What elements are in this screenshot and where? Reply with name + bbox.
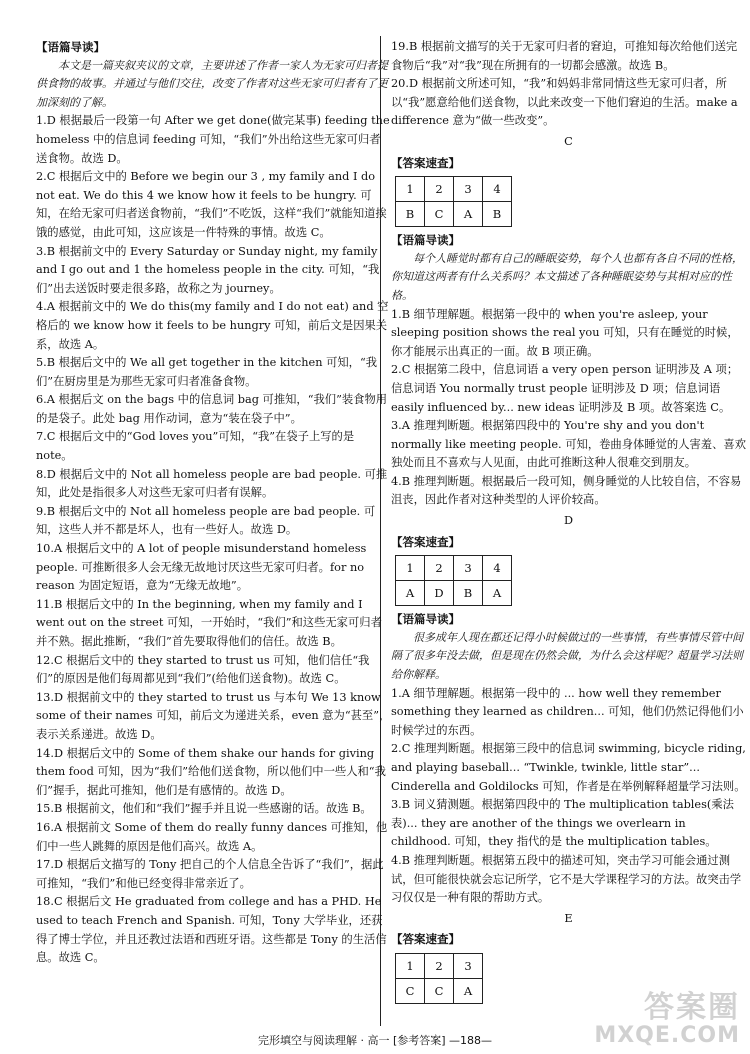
answer-item: 4.B 推理判断题。根据最后一段可知，侧身睡觉的人比较自信，不容易沮丧，因此作者对这种类型的人评价较高。 <box>391 474 742 507</box>
left-answers <box>36 112 391 967</box>
section-letter-e: E <box>564 911 573 925</box>
answer-key-table-c <box>395 176 512 227</box>
answer-item: 5.B 根据后文中的 We all get together in the kitchen 可知，“我们”在厨房里是为那些无家可归者准备食物。 <box>36 356 378 388</box>
key-number: 3 <box>454 953 483 978</box>
answer-item: 7.C 根据后文中的“God loves you”可知，“我”在袋子上写的是 note。 <box>36 430 355 463</box>
section-letter-d: D <box>563 514 574 528</box>
answer-item: 13.D 根据前文中的 they started to trust us 与本句 We 13 know some of their names 可知，前后文为递进关系，even 意为“甚至”，表示关系递进。故选 D。 <box>36 690 391 741</box>
key-answer: B <box>454 581 483 606</box>
key-number: 1 <box>396 556 425 581</box>
key-number: 4 <box>483 556 512 581</box>
guide-heading: 【语篇导读】 <box>391 612 460 627</box>
answer-item: 15.B 根据前文，他们和“我们”握手并且说一些感谢的话。故选 B。 <box>36 802 372 816</box>
answer-item: 3.B 根据前文中的 Every Saturday or Sunday night, my family and I go out and 1 the homeless people in the city. 可知，“我们”出去送饭时要走很多路，故称之为 journey。 <box>36 244 380 295</box>
page-footer: 完形填空与阅读理解 · 高一 [参考答案] —188— <box>257 1034 493 1047</box>
answer-key-table-d <box>395 555 512 606</box>
answer-item: 17.D 根据后文描写的 Tony 把自己的个人信息全告诉了“我们”，据此可推知，“我们”和他已经变得非常亲近了。 <box>36 858 384 890</box>
answer-item: 2.C 根据后文中的 Before we begin our 3 , my family and I do not eat. We do this 4 we know how it feels to be hungry. 可知，在给无家可归者送食物前，“我们”不吃饭，这样“我们”就能知道挨饿的感觉，由此可知，这应该是一件特殊的事情。故选 C。 <box>36 170 387 239</box>
key-answer: A <box>483 581 512 606</box>
guide-text: 每个人睡觉时都有自己的睡眠姿势，每个人也都有各自不同的性格，你知道这两者有什么关系吗？本文描述了各种睡眠姿势与其相对应的性格。 <box>391 251 743 302</box>
key-number: 3 <box>454 556 483 581</box>
key-answer: D <box>425 581 454 606</box>
answer-item: 12.C 根据后文中的 they started to trust us 可知，他们信任“我们”的原因是他们每周都见到“我们”(给他们送食物)。故选 C。 <box>36 653 370 686</box>
guide-text: 很多成年人现在都还记得小时候做过的一些事情，有些事情尽管中间隔了很多年没去做，但是现在仍然会做，为什么会这样呢？超量学习法则给你解释。 <box>391 630 743 682</box>
guide-heading: 【语篇导读】 <box>36 40 105 54</box>
key-number: 2 <box>425 177 454 202</box>
answer-item: 2.C 推理判断题。根据第三段中的信息词 swimming, bicycle riding, and playing baseball... “Twinkle, twinkle, little star”... Cinderella and Goldilocks 可知，作者是在举例解释超量学习法则。 <box>391 742 746 793</box>
answer-item: 1.B 细节理解题。根据第一段中的 when you're asleep, your sleeping position shows the real you 可知，只有在睡觉的时候，你才能展示出真正的一面。故 B 项正确。 <box>391 307 739 358</box>
answer-item: 9.B 根据后文中的 Not all homeless people are bad people. 可知，这些人并不都是坏人，也有一些好人。故选 D。 <box>36 504 376 537</box>
answer-item: 19.B 根据前文描写的关于无家可归者的窘迫，可推知每次给他们送完食物后“我”对“我”现在所拥有的一切都会感激。故选 B。 <box>391 40 738 72</box>
watermark-line2: MXQE.COM <box>594 1023 740 1048</box>
answer-item: 16.A 根据前文 Some of them do really funny dances 可推知，他们中一些人跳舞的原因是他们高兴。故选 A。 <box>36 820 388 853</box>
answer-key-table-e <box>395 953 483 1004</box>
answer-item: 4.B 推理判断题。根据第五段中的描述可知，突击学习可能会通过测试，但可能很快就会忘记所学，它不是大学课程学习的方法。故突击学习仅仅是一种有限的帮助方式。 <box>391 853 742 905</box>
key-answer: A <box>396 581 425 606</box>
answer-item: 8.D 根据后文中的 Not all homeless people are bad people. 可推知，此处是指很多人对这些无家可归者有误解。 <box>36 467 388 500</box>
key-answer: B <box>483 202 512 227</box>
answer-item: 3.A 推理判断题。根据第四段中的 You're shy and you don't normally like meeting people. 可知，卷曲身体睡觉的人害羞、喜欢独处而且不喜欢与人见面，由此可推断这种人很难交到朋友。 <box>391 419 746 470</box>
guide-heading: 【语篇导读】 <box>391 233 460 248</box>
answer-item: 2.C 根据第二段中，信息词语 a very open person 证明涉及 A 项；信息词语 You normally trust people 证明涉及 D 项；信息词语 easily influenced by... new ideas 证明涉及 B 项。故答案选 C。 <box>391 363 739 414</box>
key-answer: A <box>454 978 483 1003</box>
answer-item: 6.A 根据后文 on the bags 中的信息词 bag 可推知，“我们”装食物用的是袋子。此处 bag 用作动词，意为“装在袋子中”。 <box>36 393 388 425</box>
guide-text: 本文是一篇夹叙夹议的文章，主要讲述了作者一家人为无家可归者提供食物的故事。并通过与他们交往，改变了作者对这些无家可归者有了更加深刻的了解。 <box>36 58 388 109</box>
key-number: 3 <box>454 177 483 202</box>
answer-item: 11.B 根据后文中的 In the beginning, when my family and I went out on the street 可知，一开始时，“我们”和这些无家可归者并不熟。据此推断，“我们”首先要取得他们的信任。故选 B。 <box>36 597 382 648</box>
section-letter-c: C <box>564 134 573 148</box>
key-answer: C <box>425 978 454 1003</box>
key-number: 1 <box>396 953 425 978</box>
left-column <box>36 38 391 968</box>
answer-item: 14.D 根据后文中的 Some of them shake our hands for giving them food 可知，因为“我们”给他们送食物，所以他们中一些人和“我们”握手，据此可推知，他们是有感情的。故选 D。 <box>36 746 386 797</box>
watermark-logo <box>594 990 740 1050</box>
key-answer: C <box>396 978 425 1003</box>
key-number: 2 <box>425 953 454 978</box>
right-column <box>391 38 746 1008</box>
answer-item: 18.C 根据后文 He graduated from college and has a PHD. He used to teach French and Spanish. 可知，Tony 大学毕业，还获得了博士学位，并且还教过法语和西班牙语。这些都是 Tony 的生活信息。故选 C。 <box>36 895 387 965</box>
answer-key-heading: 【答案速查】 <box>391 155 460 170</box>
key-number: 2 <box>425 556 454 581</box>
key-number: 4 <box>483 177 512 202</box>
answer-key-heading: 【答案速查】 <box>391 932 460 947</box>
answer-item: 4.A 根据前文中的 We do this(my family and I do not eat) and 空格后的 we know how it feels to be hungry 可知，前后文是因果关系，故选 A。 <box>36 300 389 351</box>
watermark-line1: 答案圈 <box>644 990 740 1025</box>
answer-item: 20.D 根据前文所述可知，“我”和妈妈非常同情这些无家可归者，所以“我”愿意给他们送食物，以此来改变一下他们窘迫的生活。make a difference 意为“做一些改变”。 <box>391 77 738 128</box>
key-answer: C <box>425 202 454 227</box>
answer-item: 1.D 根据最后一段第一句 After we get done(做完某事) feeding the homeless 中的信息词 feeding 可知，“我们”外出给这些无家可归者送食物。故选 D。 <box>36 114 390 165</box>
answer-item: 3.B 词义猜测题。根据第四段中的 The multiplication tables(乘法表)... they are another of the things we overlearn in childhood. 可知，they 指代的是 the multiplication tables。 <box>391 798 734 849</box>
key-answer: B <box>396 202 425 227</box>
key-number: 1 <box>396 177 425 202</box>
answer-key-heading: 【答案速查】 <box>391 534 460 549</box>
key-answer: A <box>454 202 483 227</box>
answer-item: 10.A 根据后文中的 A lot of people misunderstand homeless people. 可推断很多人会无缘无故地讨厌这些无家可归者。for no reason 为固定短语，意为“无缘无故地”。 <box>36 542 367 593</box>
answer-item: 1.A 细节理解题。根据第一段中的 ... how well they remember something they learned as children... 可知，他们仍然记得他们小时候学过的东西。 <box>391 686 744 737</box>
